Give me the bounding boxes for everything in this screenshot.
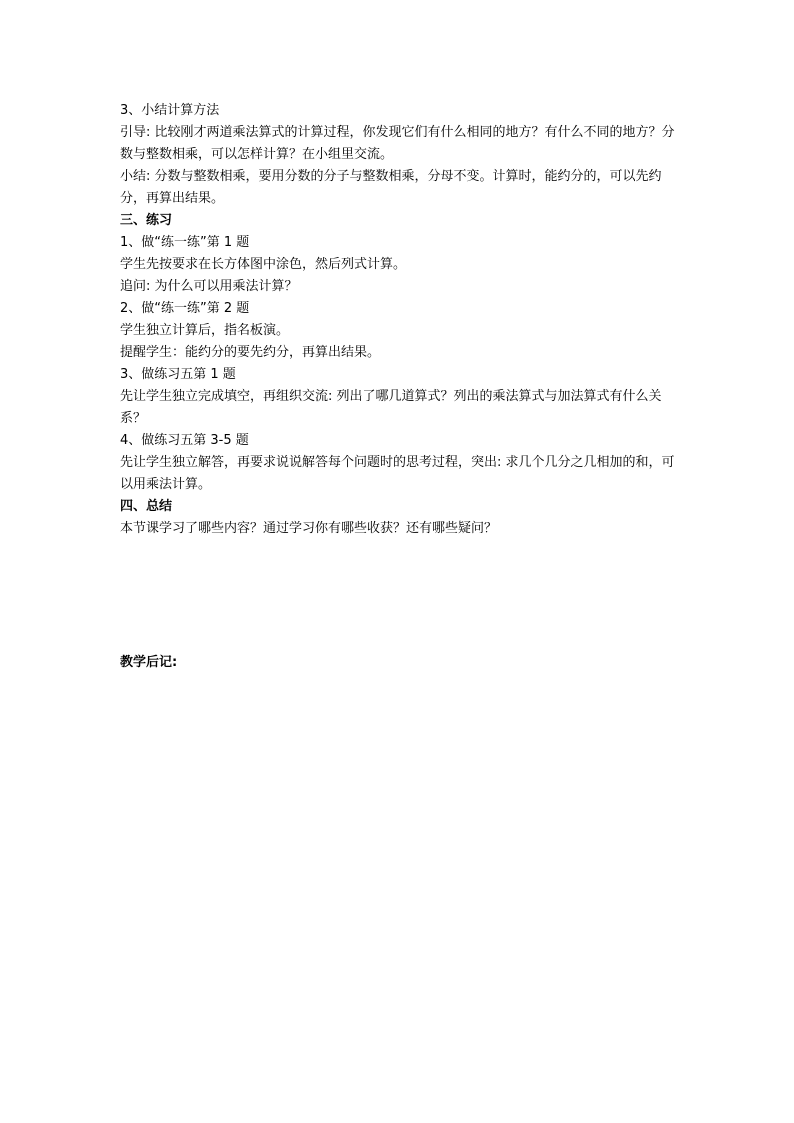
paragraph: 先让学生独立完成填空，再组织交流: 列出了哪几道算式？列出的乘法算式与加法算式有什么关系？ xyxy=(120,389,662,426)
paragraph: 追问: 为什么可以用乘法计算？ xyxy=(120,279,298,294)
exercise-heading: 1、做“练一练”第 1 题 xyxy=(120,235,250,250)
paragraph: 先让学生独立解答，再要求说说解答每个问题时的思考过程，突出: 求几个几分之几相加的和，可以用乘法计算。 xyxy=(120,455,675,492)
paragraph: 引导: 比较刚才两道乘法算式的计算过程，你发现它们有什么相同的地方？有什么不同的地方？分数与整数相乘，可以怎样计算？在小组里交流。 xyxy=(120,125,675,162)
paragraph: 本节课学习了哪些内容？通过学习你有哪些收获？还有哪些疑问？ xyxy=(120,521,498,536)
paragraph: 小结: 分数与整数相乘，要用分数的分子与整数相乘，分母不变。计算时，能约分的，可以先约分，再算出结果。 xyxy=(120,169,662,206)
exercise-heading: 3、做练习五第 1 题 xyxy=(120,367,236,382)
teaching-postscript-label: 教学后记: xyxy=(120,655,178,670)
paragraph: 学生独立计算后，指名板演。 xyxy=(120,323,290,338)
paragraph: 提醒学生：能约分的要先约分，再算出结果。 xyxy=(120,345,381,360)
section-heading: 三、练习 xyxy=(120,213,173,228)
document-body xyxy=(120,100,680,540)
section-heading: 3、小结计算方法 xyxy=(120,103,220,118)
paragraph: 学生先按要求在长方体图中涂色，然后列式计算。 xyxy=(120,257,407,272)
exercise-heading: 4、做练习五第 3-5 题 xyxy=(120,433,249,448)
section-heading: 四、总结 xyxy=(120,499,173,514)
exercise-heading: 2、做“练一练”第 2 题 xyxy=(120,301,250,316)
